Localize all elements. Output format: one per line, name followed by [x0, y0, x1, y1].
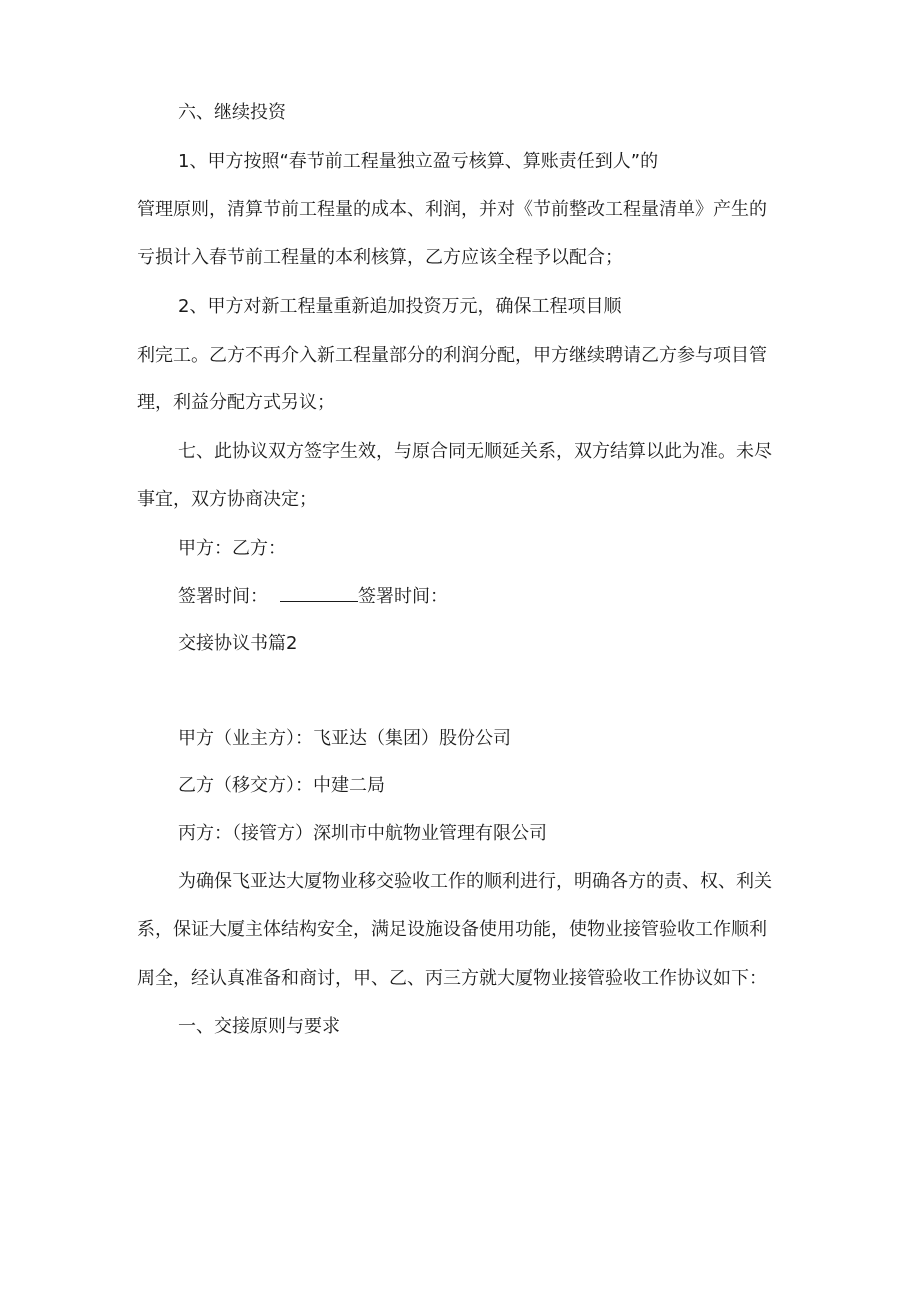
- intro-line: 系，保证大厦主体结构安全，满足设施设备使用功能，使物业接管验收工作顺利: [137, 919, 767, 940]
- document-2-title: 交接协议书篇2: [178, 633, 298, 654]
- party-b: 乙方（移交方）：中建二局: [178, 775, 385, 796]
- signature-time-label: 签署时间：: [178, 586, 268, 607]
- paragraph-line: 理，利益分配方式另议；: [137, 392, 335, 413]
- signature-blank-line: [280, 585, 358, 602]
- paragraph-line: 亏损计入春节前工程量的本利核算，乙方应该全程予以配合；: [137, 247, 623, 268]
- intro-line: 周全，经认真准备和商讨，甲、乙、丙三方就大厦物业接管验收工作协议如下：: [137, 968, 767, 989]
- signature-time-label: 签署时间：: [358, 586, 448, 607]
- party-a: 甲方（业主方）：飞亚达（集团）股份公司: [178, 728, 511, 749]
- signature-time-row: [178, 585, 448, 609]
- paragraph-line: 利完工。乙方不再介入新工程量部分的利润分配，甲方继续聘请乙方参与项目管: [137, 345, 767, 366]
- signature-parties: 甲方：乙方：: [178, 538, 286, 559]
- paragraph-line: 1、甲方按照“春节前工程量独立盈亏核算、算账责任到人”的: [178, 151, 659, 172]
- section-6-heading: 六、继续投资: [178, 102, 286, 123]
- section-7-line: 七、此协议双方签字生效，与原合同无顺延关系，双方结算以此为准。未尽: [178, 441, 772, 462]
- section-1-heading: 一、交接原则与要求: [178, 1016, 340, 1037]
- party-c: 丙方：（接管方）深圳市中航物业管理有限公司: [178, 823, 547, 844]
- paragraph-line: 管理原则，清算节前工程量的成本、利润，并对《节前整改工程量清单》产生的: [137, 199, 767, 220]
- paragraph-line: 2、甲方对新工程量重新追加投资万元，确保工程项目顺: [178, 296, 622, 317]
- intro-line: 为确保飞亚达大厦物业移交验收工作的顺利进行，明确各方的责、权、利关: [178, 871, 772, 892]
- section-7-line: 事宜，双方协商决定；: [137, 489, 317, 510]
